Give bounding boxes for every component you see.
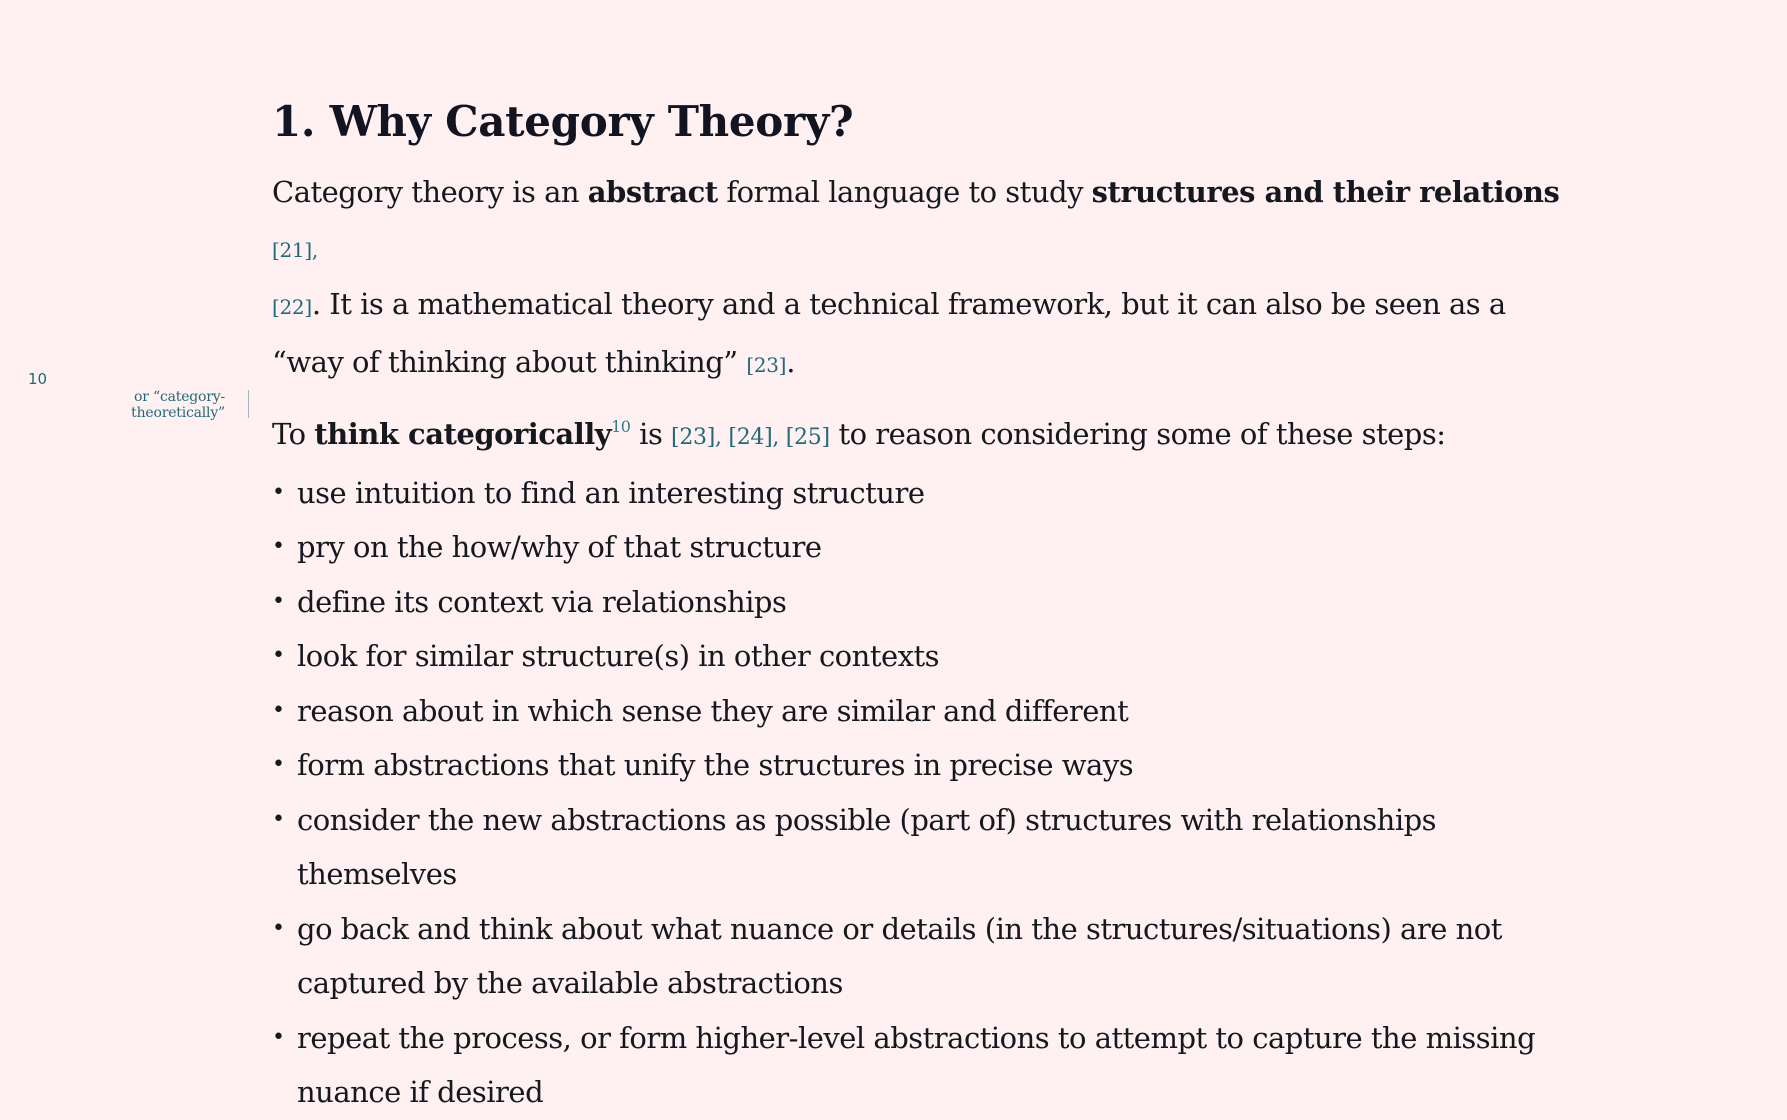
bullet: • (272, 1024, 285, 1050)
list-item (272, 466, 1572, 521)
intro-text-2: formal language to study (717, 175, 1092, 209)
intro-text-1: Category theory is an (272, 175, 588, 209)
list-item (272, 1011, 1572, 1120)
bullet: • (272, 643, 285, 668)
intro-text-3: . It is a mathematical theory and a technical framework, but it can also be seen as a “way of thinking about thinking” (272, 287, 1506, 379)
list-item-text: repeat the process, or form higher-level abstractions to attempt to capture the missing nuance if desired (297, 1020, 1536, 1109)
think-paragraph (272, 407, 1572, 466)
list-item (272, 520, 1572, 575)
bullet: • (272, 534, 285, 559)
list-item (272, 738, 1572, 793)
think-bold-term: think categorically (314, 417, 612, 451)
citation-link-23b[interactable]: [23] (671, 425, 716, 450)
bullet: • (272, 588, 285, 614)
bullet: • (272, 752, 285, 777)
think-text-1: To (272, 417, 315, 451)
citation-link-23[interactable]: [23] (746, 352, 787, 377)
list-item (272, 684, 1572, 739)
footnote-ref-link[interactable]: 10 (611, 417, 631, 436)
list-item-text: form abstractions that unify the structures in precise ways (297, 748, 1134, 782)
list-item-text: define its context via relationships (297, 584, 787, 619)
sidenote-text: or “category-theoretically” (131, 389, 225, 421)
article-body (272, 96, 1572, 1120)
citation-link-21[interactable]: [21], (272, 237, 318, 262)
list-item-text: reason about in which sense they are similar and different (297, 693, 1129, 728)
list-item-text: go back and think about what nuance or details (in the structures/situations) are not captured by the available abstractions (297, 911, 1502, 1000)
citation-separator: , (772, 425, 786, 450)
citation-link-22[interactable]: [22] (272, 295, 312, 319)
list-item (272, 629, 1572, 684)
intro-text-4: . (786, 344, 795, 379)
list-item (272, 793, 1572, 902)
list-item-text: look for similar structure(s) in other contexts (297, 639, 940, 673)
intro-paragraph (272, 165, 1572, 392)
steps-list (272, 466, 1572, 1120)
intro-bold-structures: structures and their relations (1091, 175, 1560, 209)
citation-link-24[interactable]: [24] (728, 425, 773, 450)
bullet: • (272, 915, 285, 941)
list-item-text: use intuition to find an interesting structure (297, 475, 925, 510)
citation-link-25[interactable]: [25] (785, 425, 830, 450)
bullet: • (272, 806, 285, 832)
think-text-2: is (630, 417, 672, 451)
think-text-3: to reason considering some of these steps: (829, 417, 1446, 451)
bullet: • (272, 479, 285, 505)
list-item (272, 902, 1572, 1011)
intro-bold-abstract: abstract (587, 175, 718, 209)
list-item (272, 575, 1572, 630)
sidenote-divider (248, 390, 249, 418)
list-item-text: consider the new abstractions as possible (part of) structures with relationships themselves (297, 802, 1437, 891)
section-heading: 1. Why Category Theory? (272, 97, 854, 146)
list-item-text: pry on the how/why of that structure (297, 530, 822, 564)
bullet: • (272, 697, 285, 723)
citation-separator: , (715, 425, 729, 450)
sidenote-number: 10 (28, 370, 48, 388)
